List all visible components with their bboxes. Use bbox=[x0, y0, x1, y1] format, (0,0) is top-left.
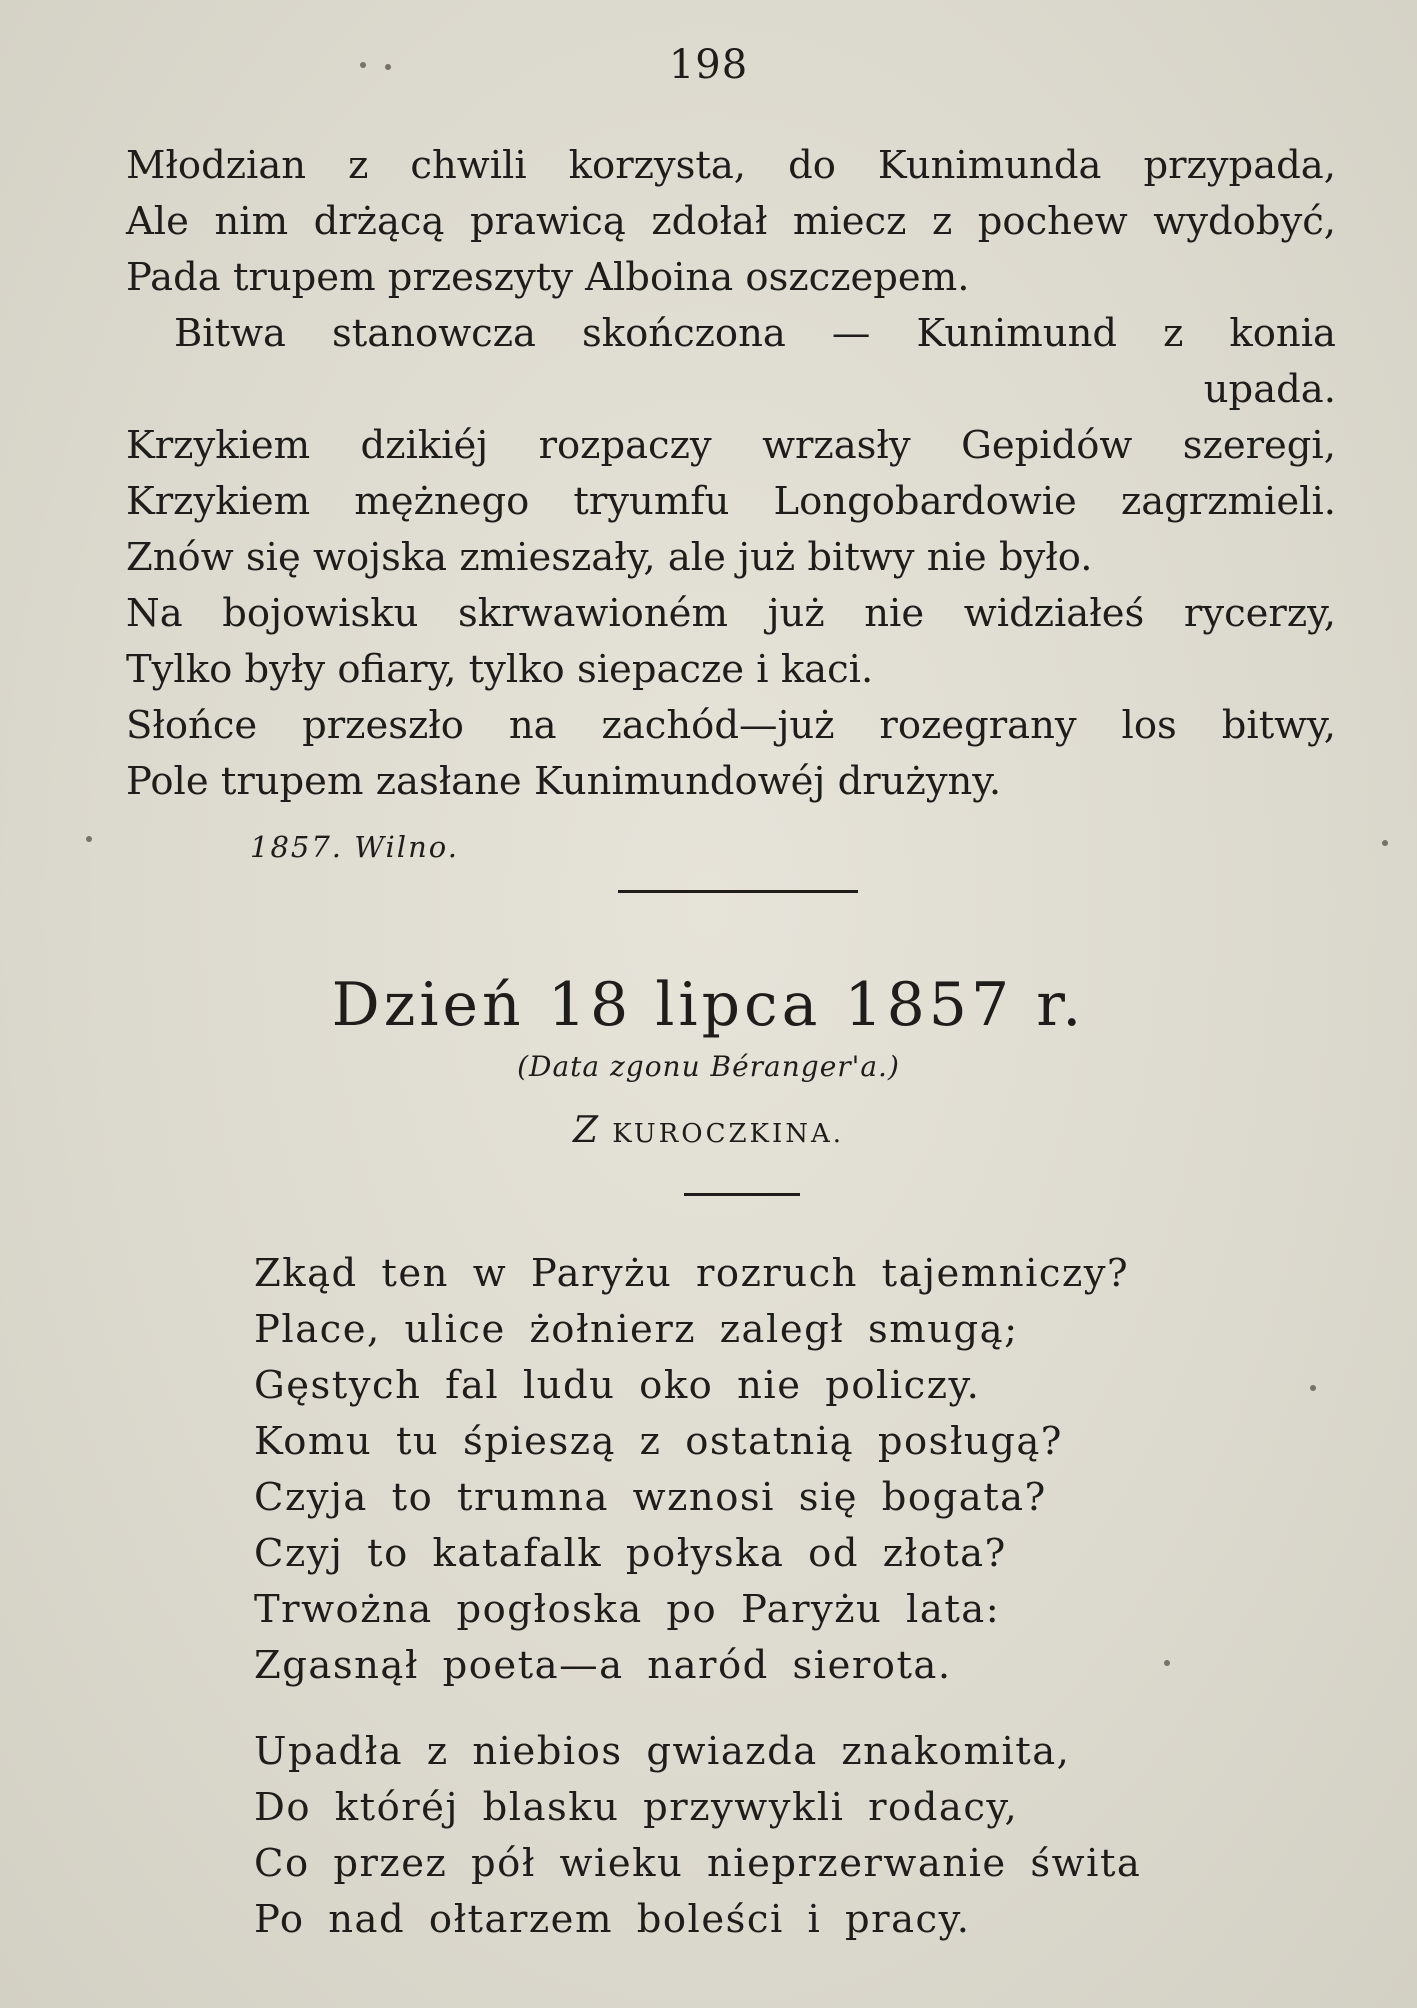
poem-line: Co przez pół wieku nieprzerwanie świta bbox=[254, 1841, 1142, 1886]
poem-line: Ale nim drżącą prawicą zdołał miecz z pochew wydobyć, bbox=[126, 199, 1336, 244]
poem-line: Upadła z niebios gwiazda znakomita, bbox=[254, 1729, 1071, 1774]
poem-line: Gęstych fal ludu oko nie policzy. bbox=[254, 1363, 981, 1408]
page-number: 198 bbox=[668, 42, 749, 88]
poem-line: Czyja to trumna wznosi się bogata? bbox=[254, 1475, 1047, 1520]
poem-line: Pada trupem przeszyty Alboina oszczepem. bbox=[126, 255, 970, 300]
poem-line: Znów się wojska zmieszały, ale już bitwy nie było. bbox=[126, 535, 1093, 580]
poem-attribution bbox=[0, 1110, 1417, 1151]
paper-speck bbox=[1310, 1385, 1316, 1391]
poem-line: Place, ulice żołnierz zaległ smugą; bbox=[254, 1307, 1019, 1352]
poem-line: Czyj to katafalk połyska od złota? bbox=[254, 1531, 1007, 1576]
stanza bbox=[254, 1724, 1141, 1948]
attribution-prefix: Z bbox=[572, 1110, 601, 1151]
section-divider bbox=[618, 890, 858, 893]
stanza bbox=[254, 1246, 1129, 1694]
attribution-author: KUROCZKINA. bbox=[612, 1119, 845, 1149]
paper-speck bbox=[86, 836, 92, 842]
poem-line: Słońce przeszło na zachód—już rozegrany los bitwy, bbox=[126, 703, 1336, 748]
poem-line: Bitwa stanowcza skończona — Kunimund z konia bbox=[174, 311, 1336, 356]
poem-line: Na bojowisku skrwawioném już nie widziałeś rycerzy, bbox=[126, 591, 1336, 636]
poem-title: Dzień 18 lipca 1857 r. bbox=[331, 970, 1086, 1040]
poem-line-continuation: upada. bbox=[1203, 367, 1336, 412]
poem-line: Pole trupem zasłane Kunimundowéj drużyny. bbox=[126, 759, 1002, 804]
poem-line: Krzykiem mężnego tryumfu Longobardowie zagrzmieli. bbox=[126, 479, 1336, 524]
poem-line: Zkąd ten w Paryżu rozruch tajemniczy? bbox=[254, 1251, 1130, 1296]
poem-signature: 1857. Wilno. bbox=[250, 830, 459, 864]
poem-subtitle: (Data zgonu Béranger'a.) bbox=[517, 1050, 900, 1083]
poem-line: Komu tu śpieszą z ostatnią posługą? bbox=[254, 1419, 1063, 1464]
poem-line: Do któréj blasku przywykli rodacy, bbox=[254, 1785, 1019, 1830]
paper-speck bbox=[385, 64, 391, 70]
paper-speck bbox=[360, 62, 366, 68]
poem-line: Trwożna pogłoska po Paryżu lata: bbox=[254, 1587, 1001, 1632]
poem-line: Po nad ołtarzem boleści i pracy. bbox=[254, 1897, 971, 1942]
poem-line: Zgasnął poeta—a naród sierota. bbox=[254, 1643, 952, 1688]
poem-line: Młodzian z chwili korzysta, do Kunimunda przypada, bbox=[126, 143, 1336, 188]
poem-excerpt bbox=[126, 138, 1336, 810]
paper-speck bbox=[1382, 840, 1388, 846]
poem-line: Krzykiem dzikiéj rozpaczy wrzasły Gepidów szeregi, bbox=[126, 423, 1336, 468]
title-divider bbox=[684, 1193, 800, 1196]
paper-speck bbox=[1164, 1660, 1170, 1666]
poem-line: Tylko były ofiary, tylko siepacze i kaci. bbox=[126, 647, 874, 692]
